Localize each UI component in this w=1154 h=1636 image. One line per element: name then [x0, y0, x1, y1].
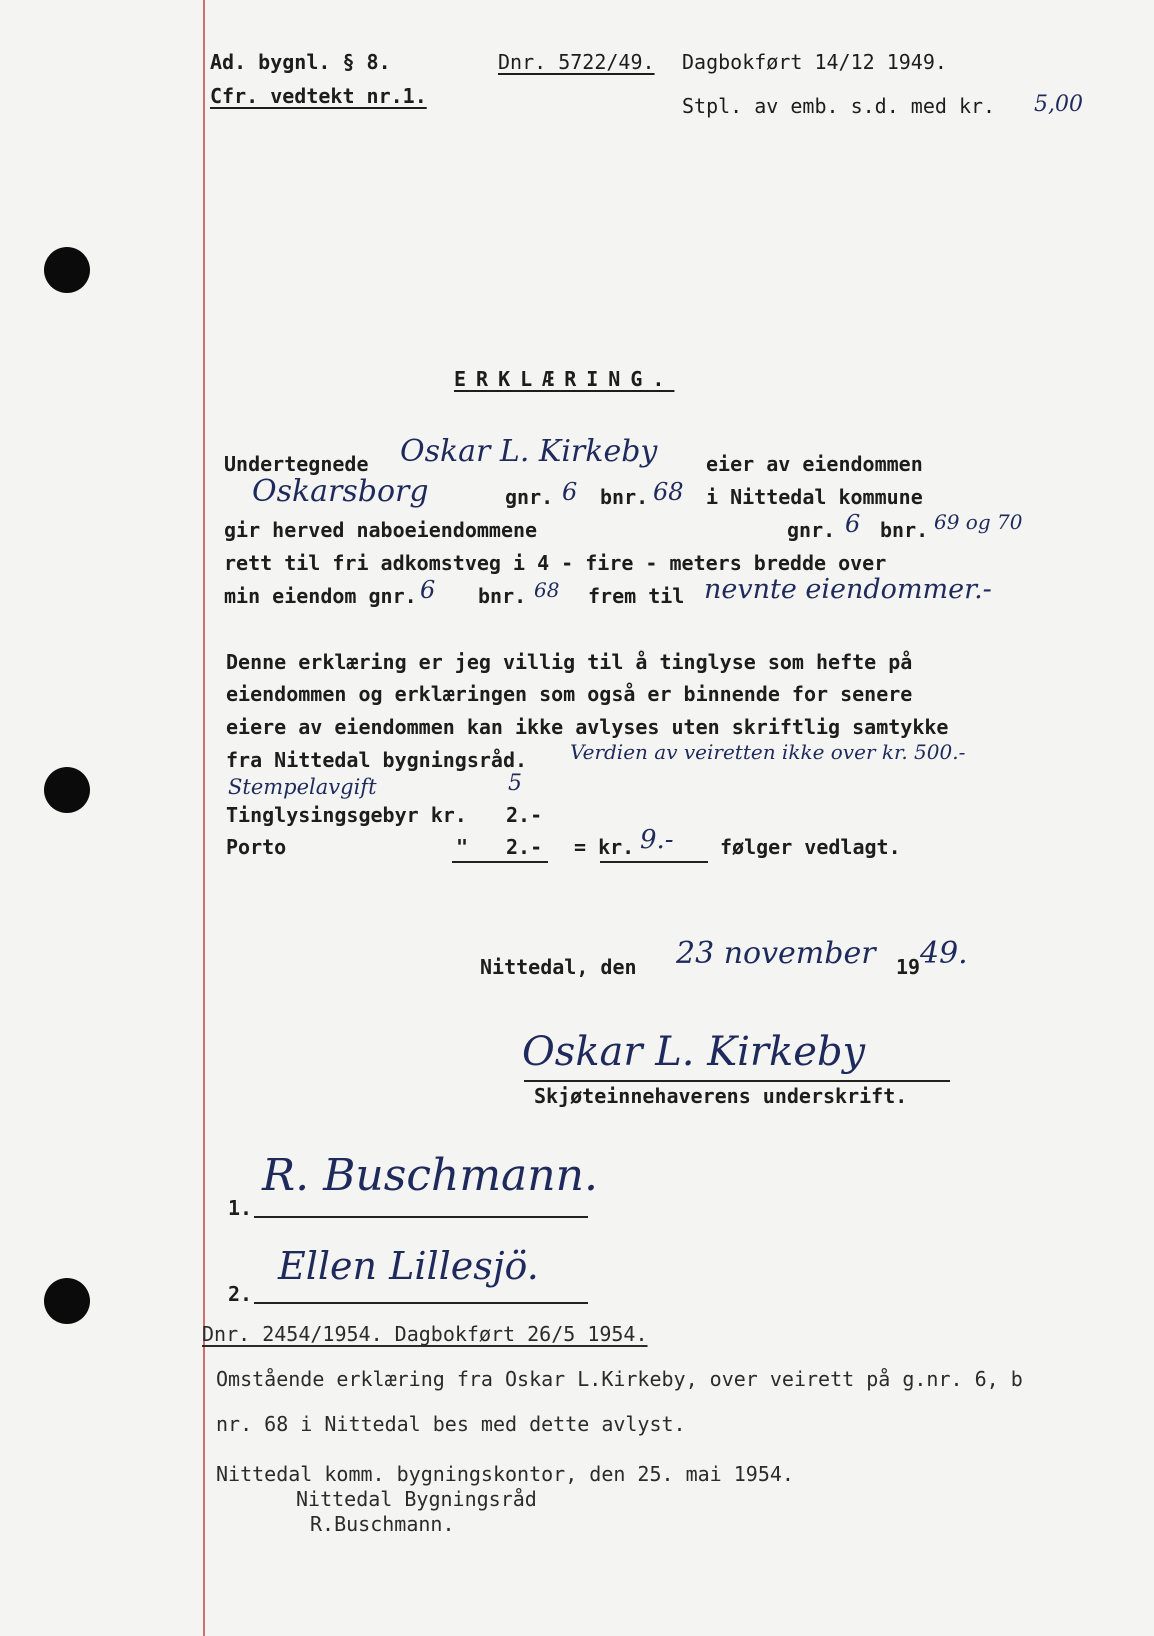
place-date-year-hand: 49.: [920, 936, 968, 971]
decl-l1-suffix: eier av eiendommen: [706, 452, 923, 476]
witness-2-number: 2.: [228, 1282, 253, 1306]
decl-l1-prefix: Undertegnede: [224, 452, 369, 476]
header-ref-line1: Ad. bygnl. § 8.: [210, 50, 391, 74]
header-dnr: Dnr. 5722/49.: [498, 50, 655, 74]
cancel-l3: Nittedal komm. bygningskontor, den 25. mai 1954.: [216, 1462, 794, 1486]
cancel-l5: R.Buschmann.: [310, 1512, 455, 1536]
punch-hole-bottom: [44, 1278, 90, 1324]
fees-total-underline: [600, 861, 708, 863]
decl-l5-prefix: min eiendom gnr.: [224, 584, 417, 608]
decl-l3-gnr: 6: [845, 510, 861, 538]
cancel-dnr: Dnr. 2454/1954. Dagbokført 26/5 1954.: [202, 1322, 648, 1346]
header-dagbok: Dagbokført 14/12 1949.: [682, 50, 947, 74]
fees-tinglysing-amount: 2.-: [506, 803, 543, 827]
header-stamp: Stpl. av emb. s.d. med kr.: [682, 94, 996, 118]
place-date-year-print: 19: [896, 955, 921, 979]
cancel-l2: nr. 68 i Nittedal bes med dette avlyst.: [216, 1412, 686, 1436]
fees-porto-amount: 2.-: [506, 835, 543, 859]
fees-total-amount: 9.-: [640, 825, 674, 855]
fees-porto-underline: [452, 861, 548, 863]
witness-2-signature: Ellen Lillesjö.: [278, 1244, 539, 1288]
body-l4: fra Nittedal bygningsråd.: [226, 748, 528, 772]
decl-l2-bnr-label: bnr.: [600, 485, 649, 509]
body-l1: Denne erklæring er jeg villig til å tinglyse som hefte på: [226, 650, 913, 674]
witness-1-line: [254, 1216, 588, 1218]
decl-l5-handwritten: nevnte eiendommer.-: [704, 574, 992, 605]
decl-l3-prefix: gir herved naboeiendommene: [224, 518, 538, 542]
signature-caption: Skjøteinnehaverens underskrift.: [534, 1084, 908, 1108]
decl-property-name: Oskarsborg: [252, 474, 429, 509]
fees-porto-label: Porto: [226, 835, 287, 859]
document-title: ERKLÆRING.: [454, 367, 675, 391]
decl-l4: rett til fri adkomstveg i 4 - fire - meters bredde over: [224, 551, 887, 575]
header-stamp-amount: 5,00: [1034, 92, 1083, 117]
witness-1-number: 1.: [228, 1196, 253, 1220]
body-l2: eiendommen og erklæringen som også er binnende for senere: [226, 682, 913, 706]
decl-l2-gnr-label: gnr.: [505, 485, 554, 509]
place-date-handwritten: 23 november: [676, 936, 876, 971]
fees-total-label: = kr.: [574, 835, 635, 859]
signature-line: [524, 1080, 950, 1082]
fees-porto-ditto: ": [456, 835, 469, 859]
decl-l5-bnr: 68: [534, 578, 560, 602]
witness-1-signature: R. Buschmann.: [262, 1150, 598, 1201]
place-date-prefix: Nittedal, den: [480, 955, 637, 979]
fees-tinglysing-label: Tinglysingsgebyr kr.: [226, 803, 467, 827]
witness-2-line: [254, 1302, 588, 1304]
header-ref-line2: Cfr. vedtekt nr.1.: [210, 84, 427, 108]
decl-l3-gnr-label: gnr.: [787, 518, 836, 542]
decl-l3-bnr: 69 og 70: [934, 510, 1023, 534]
fees-stamp-amount: 5: [508, 771, 522, 796]
decl-l2-suffix: i Nittedal kommune: [706, 485, 923, 509]
body-l3: eiere av eiendommen kan ikke avlyses uten skriftlig samtykke: [226, 715, 949, 739]
decl-l2-gnr: 6: [562, 478, 578, 506]
punch-hole-middle: [44, 767, 90, 813]
owner-signature: Oskar L. Kirkeby: [522, 1029, 866, 1075]
fees-stamp-handwritten: Stempelavgift: [228, 775, 377, 799]
body-l4-handwritten: Verdien av veiretten ikke over kr. 500.-: [570, 740, 966, 764]
decl-l5-bnr-label: bnr.: [478, 584, 527, 608]
decl-l3-bnr-label: bnr.: [880, 518, 929, 542]
decl-l5-mid: frem til: [588, 584, 685, 608]
fees-total-suffix: følger vedlagt.: [720, 835, 901, 859]
decl-l5-gnr: 6: [420, 576, 436, 604]
decl-owner-name: Oskar L. Kirkeby: [400, 434, 658, 469]
decl-l2-bnr: 68: [653, 478, 684, 506]
cancel-l1: Omstående erklæring fra Oskar L.Kirkeby, over veirett på g.nr. 6, b: [216, 1367, 1023, 1391]
punch-hole-top: [44, 247, 90, 293]
cancel-l4: Nittedal Bygningsråd: [296, 1487, 537, 1511]
margin-rule: [203, 0, 205, 1636]
